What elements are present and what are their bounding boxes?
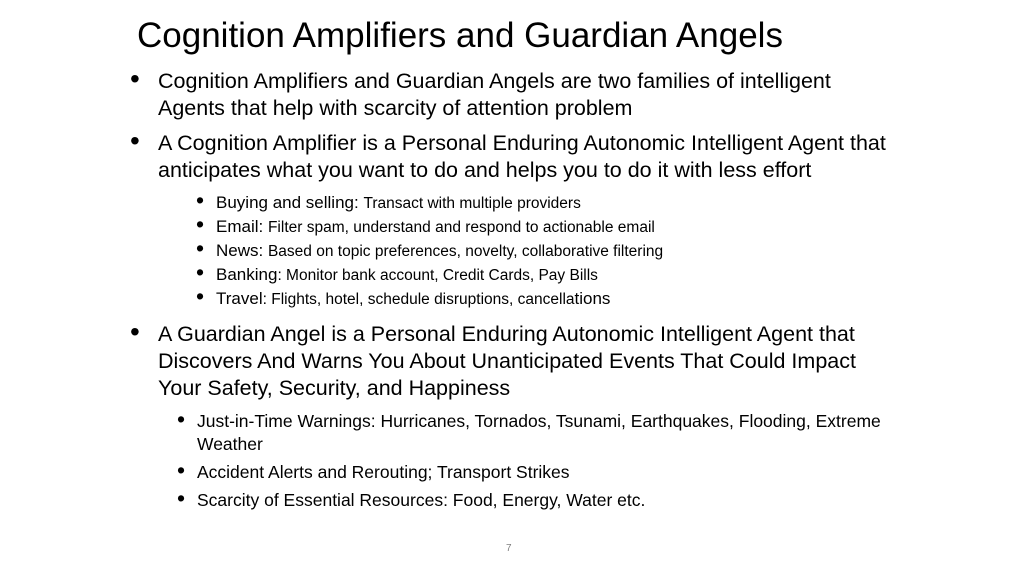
bullet-dot-icon: • [130,125,140,156]
bullet-dot-icon: • [196,211,205,237]
bullet-text: A Guardian Angel is a Personal Enduring Autonomic Intelligent Agent that Discovers And Warns You About Unanticipated Events That Could Impact Your Safety, Security, and Happiness [158,322,856,400]
item-detail: : Flights, hotel, schedule disruptions, cancella [262,291,575,308]
item-label: News: [216,241,264,260]
bullet-dot-icon: • [130,316,140,347]
slide-title: Cognition Amplifiers and Guardian Angels [137,16,783,55]
bullet-guardian-angel [130,316,890,402]
bullet-text: A Cognition Amplifier is a Personal Enduring Autonomic Intelligent Agent that anticipates what you want to do and helps you to do it with less effort [158,131,886,182]
bullet-dot-icon: • [196,283,205,309]
guardian-angel-examples [177,406,890,512]
bullet-families [130,63,890,122]
bullet-dot-icon: • [177,406,186,432]
item-label: Buying and selling: [216,193,359,212]
list-item [177,457,890,484]
item-label: Banking [216,265,278,284]
page-number: 7 [506,543,512,554]
item-text: Accident Alerts and Rerouting; Transport Strikes [197,462,570,482]
bullet-dot-icon: • [196,259,205,285]
list-item [177,485,890,512]
item-detail: Based on topic preferences, novelty, collaborative filtering [267,243,664,260]
bullet-cognition-amplifier [130,125,890,184]
list-item [177,406,890,456]
bullet-dot-icon: • [196,235,205,261]
item-detail-tail: tions [574,289,611,308]
bullet-dot-icon: • [177,485,186,511]
item-text: Just-in-Time Warnings: Hurricanes, Tornados, Tsunami, Earthquakes, Flooding, Extreme Weather [197,411,881,454]
item-detail: Transact with multiple providers [363,195,581,212]
list-item [196,259,890,287]
item-detail: Filter spam, understand and respond to actionable email [267,219,655,236]
bullet-dot-icon: • [196,187,205,213]
list-item [196,211,890,239]
bullet-dot-icon: • [177,457,186,483]
item-detail: : Monitor bank account, Credit Cards, Pay Bills [277,267,598,284]
list-item [196,235,890,263]
item-label: Email: [216,217,264,236]
item-label: Travel [216,289,263,308]
item-text: Scarcity of Essential Resources: Food, Energy, Water etc. [197,490,646,510]
slide-body [130,63,890,517]
cognition-amplifier-examples [196,187,890,311]
bullet-dot-icon: • [130,63,140,94]
list-item [196,187,890,215]
bullet-text: Cognition Amplifiers and Guardian Angels are two families of intelligent Agents that help with scarcity of attention problem [158,69,831,120]
list-item [196,283,890,311]
